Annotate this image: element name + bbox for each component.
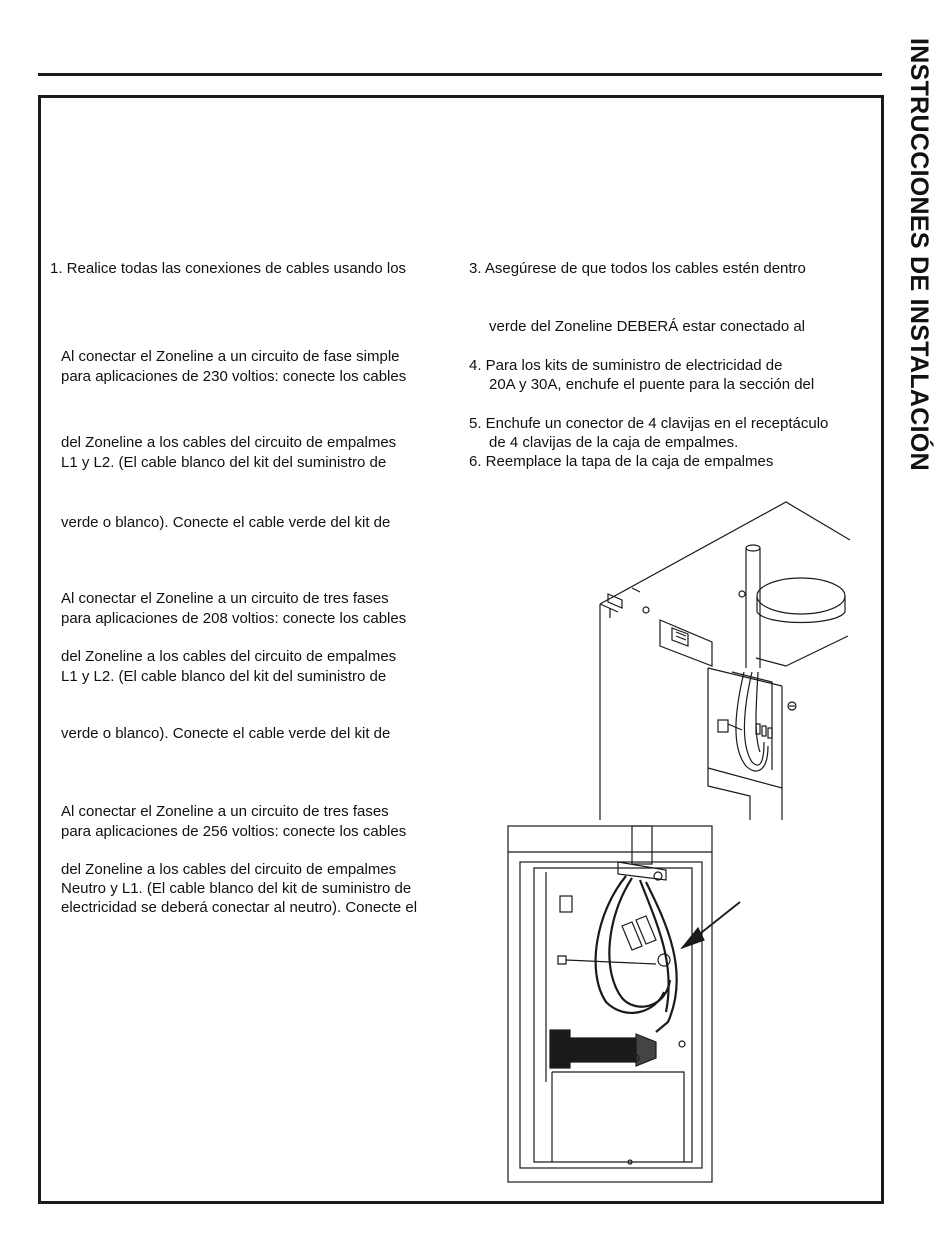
step-6-text: 6. Reemplace la tapa de la caja de empalmes — [469, 453, 774, 470]
p230-line-4: L1 y L2. (El cable blanco del kit del suministro de — [61, 454, 387, 471]
step-1-text: 1. Realice todas las conexiones de cables usando los — [50, 260, 407, 277]
p230-line-3: del Zoneline a los cables del circuito de empalmes — [61, 434, 397, 451]
step-5-line-1: 5. Enchufe un conector de 4 clavijas en el receptáculo — [469, 415, 829, 432]
p208-line-2: para aplicaciones de 208 voltios: conecte los cables — [61, 610, 407, 627]
step-3-text: 3. Asegúrese de que todos los cables estén dentro — [469, 260, 806, 277]
step-4-line-1: 4. Para los kits de suministro de electricidad de — [469, 357, 783, 374]
conduit-top-illustration — [596, 496, 856, 826]
p256-line-5: electricidad se deberá conectar al neutro). Conecte el — [61, 899, 418, 916]
p256-line-4: Neutro y L1. (El cable blanco del kit de suministro de — [61, 880, 412, 897]
step-5-line-2: de 4 clavijas de la caja de empalmes. — [489, 434, 739, 451]
p208-line-5: verde o blanco). Conecte el cable verde del kit de — [61, 725, 391, 742]
step-3-continued: verde del Zoneline DEBERÁ estar conectado al — [489, 318, 806, 335]
p208-line-4: L1 y L2. (El cable blanco del kit del suministro de — [61, 668, 387, 685]
p230-line-5: verde o blanco). Conecte el cable verde del kit de — [61, 514, 391, 531]
header-rule — [38, 73, 882, 76]
p208-line-1: Al conectar el Zoneline a un circuito de tres fases — [61, 590, 389, 607]
step-4-line-2: 20A y 30A, enchufe el puente para la sección del — [489, 376, 815, 393]
p256-line-2: para aplicaciones de 256 voltios: conecte los cables — [61, 823, 407, 840]
p256-line-3: del Zoneline a los cables del circuito de empalmes — [61, 861, 397, 878]
p208-line-3: del Zoneline a los cables del circuito de empalmes — [61, 648, 397, 665]
junction-box-illustration — [506, 822, 744, 1192]
p230-line-1: Al conectar el Zoneline a un circuito de fase simple — [61, 348, 400, 365]
section-side-title: INSTRUCCIONES DE INSTALACIÓN — [905, 38, 933, 471]
p256-line-1: Al conectar el Zoneline a un circuito de tres fases — [61, 803, 389, 820]
p230-line-2: para aplicaciones de 230 voltios: conecte los cables — [61, 368, 407, 385]
